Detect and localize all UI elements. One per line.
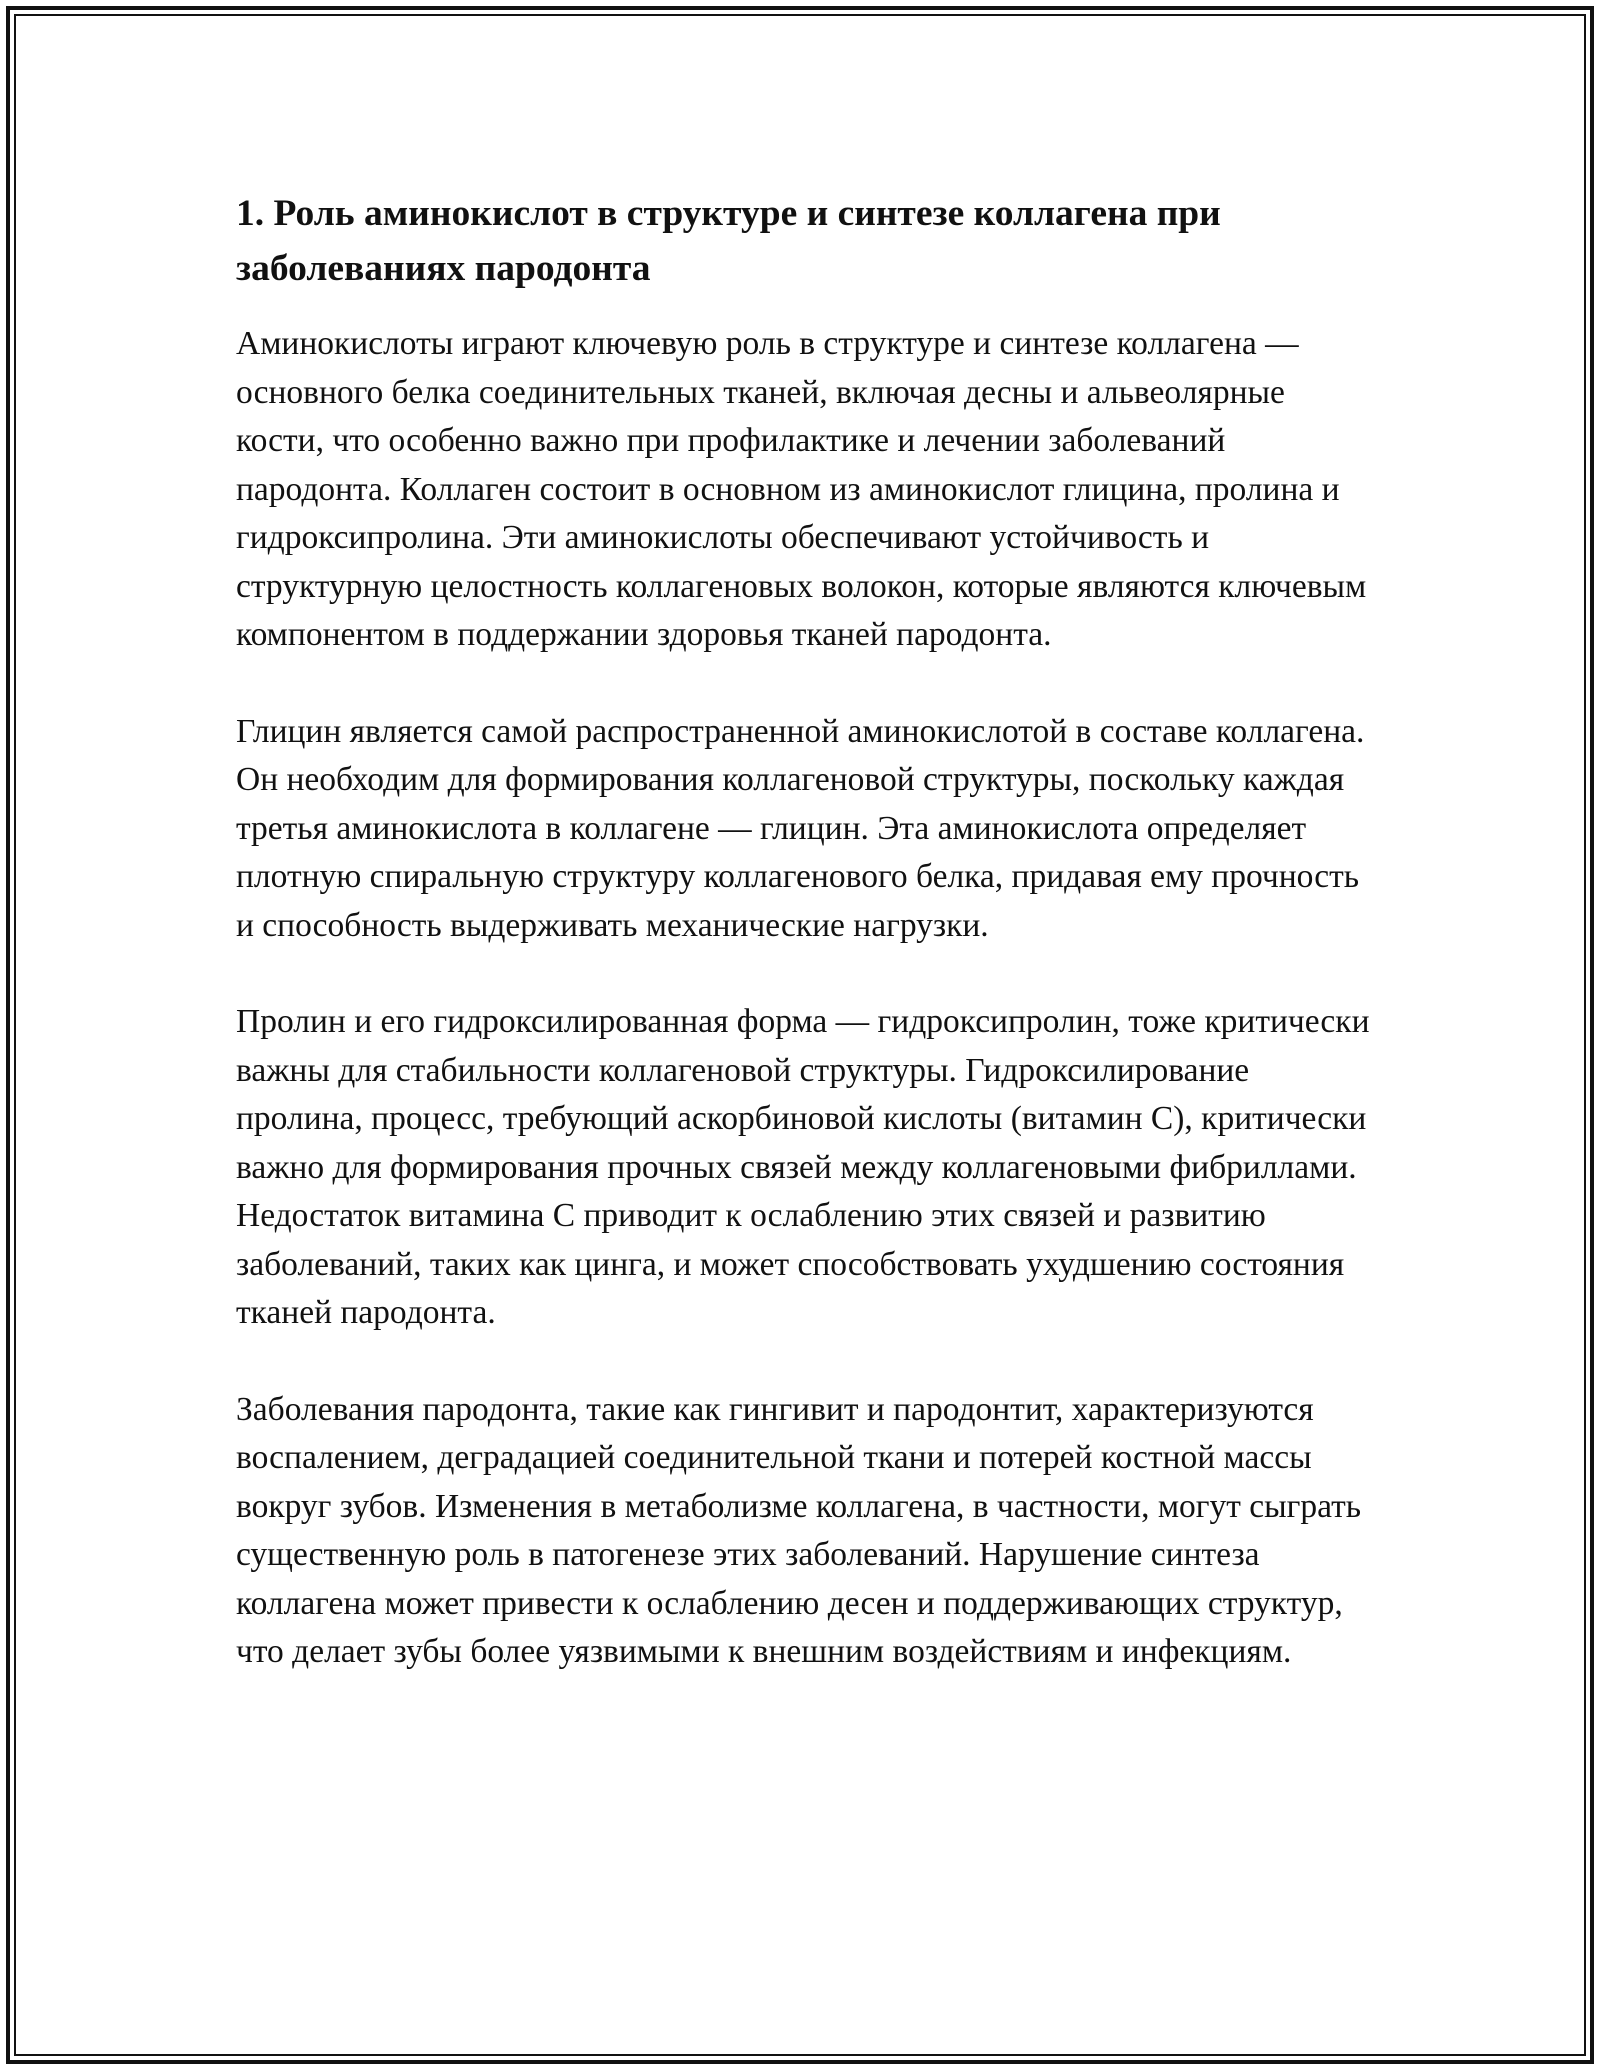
paragraph-proline: Пролин и его гидроксилированная форма — гидроксипролин, тоже критически важны для стабильности коллагеновой структуры. Гидроксилирование пролина, процесс, требующий аскорбиновой кислоты (витамин C), критически важно для формирования прочных связей между коллагеновыми фибриллами. Недостаток витамина C приводит к ослаблению этих связей и развитию заболеваний, таких как цинга, и может способствовать ухудшению состояния тканей пародонта. [236,1003,1370,1331]
paragraph-glycine: Глицин является самой распространенной аминокислотой в составе коллагена. Он необходим для формирования коллагеновой структуры, поскольку каждая третья аминокислота в коллагене — глицин. Эта аминокислота определяет плотную спиральную структуру коллагенового белка, придавая ему прочность и способность выдерживать механические нагрузки. [236,712,1365,944]
document-body [236,186,1376,1677]
paragraph-periodontal-diseases: Заболевания пародонта, такие как гингивит и пародонтит, характеризуются воспалением, деградацией соединительной ткани и потерей костной массы вокруг зубов. Изменения в метаболизме коллагена, в частности, могут сыграть существенную роль в патогенезе этих заболеваний. Нарушение синтеза коллагена может привести к ослаблению десен и поддерживающих структур, что делает зубы более уязвимыми к внешним воздействиям и инфекциям. [236,1390,1362,1670]
section-heading: 1. Роль аминокислот в структуре и синтезе коллагена при заболеваниях пародонта [236,193,1221,289]
paragraph-amino-acids-role: Аминокислоты играют ключевую роль в структуре и синтезе коллагена — основного белка соединительных тканей, включая десны и альвеолярные кости, что особенно важно при профилактике и лечении заболеваний пародонта. Коллаген состоит в основном из аминокислот глицина, пролина и гидроксипролина. Эти аминокислоты обеспечивают устойчивость и структурную целостность коллагеновых волокон, которые являются ключевым компонентом в поддержании здоровья тканей пародонта. [236,325,1367,653]
